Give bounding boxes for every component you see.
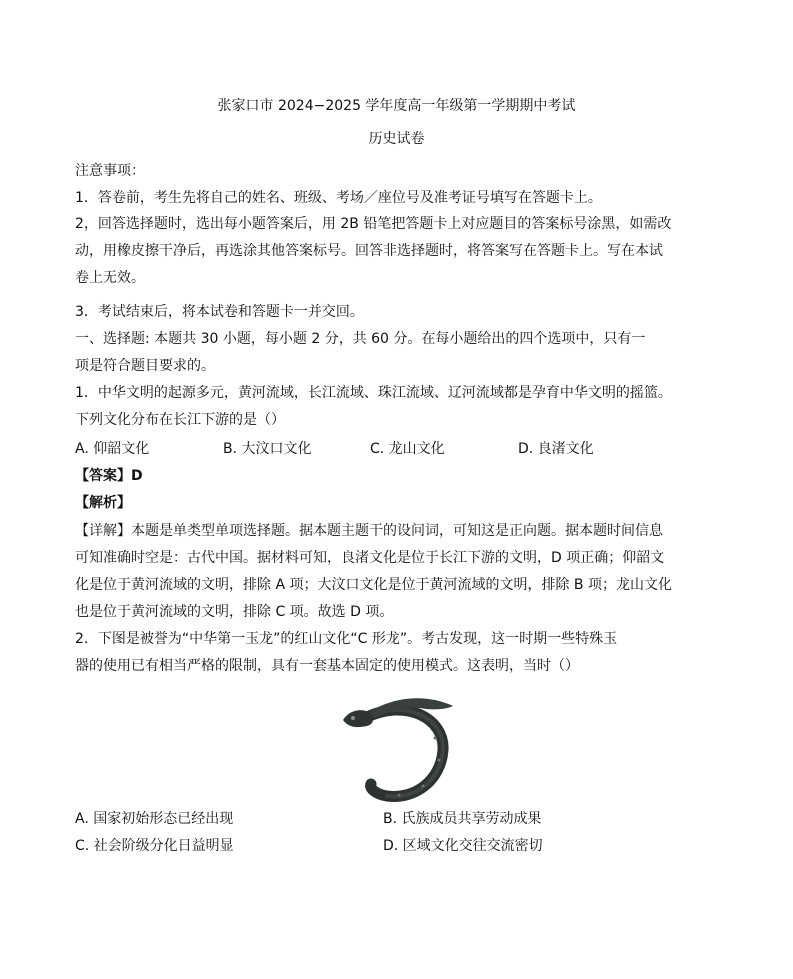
q1-detail-line-3: 化是位于黄河流域的文明，排除 A 项；大汶口文化是位于黄河流域的文明，排除 B 项；龙山文化: [75, 577, 672, 593]
q1-stem-line-1: 1．中华文明的起源多元，黄河流域，长江流域、珠江流域、辽河流域都是孕育中华文明的摇篮。: [75, 385, 672, 401]
note-item-3: 3．考试结束后，将本试卷和答题卡一并交回。: [75, 304, 364, 320]
jade-c-dragon-image: [335, 688, 465, 808]
q1-stem-line-2: 下列文化分布在长江下游的是（）: [75, 412, 285, 428]
note-item-2-line-3: 卷上无效。: [75, 270, 145, 286]
section-heading-line-1: 一、选择题: 本题共 30 小题，每小题 2 分，共 60 分。在每小题给出的四个选项中，只有一: [75, 331, 646, 347]
q2-stem-line-2: 器的使用已有相当严格的限制，具有一套基本固定的使用模式。这表明，当时（）: [75, 658, 579, 674]
q2-option-d: D. 区域文化交往交流密切: [383, 838, 543, 854]
q2-option-a: A. 国家初始形态已经出现: [75, 811, 234, 827]
page-title: 张家口市 2024−2025 学年度高一年级第一学期期中考试: [217, 98, 576, 114]
note-item-2-line-1: 2，回答选择题时，选出每小题答案后，用 2B 铅笔把答题卡上对应题目的答案标号涂黑，如需改: [75, 216, 672, 232]
q1-analysis-label: 【解析】: [75, 495, 131, 511]
section-heading-line-2: 项是符合题目要求的。: [75, 358, 215, 374]
q1-detail-line-2: 可知准确时空是：古代中国。据材料可知，良渚文化是位于长江下游的文明，D 项正确；仰韶文: [75, 550, 665, 566]
q1-detail-line-1: 【详解】本题是单类型单项选择题。据本题主题干的设问词，可知这是正向题。据本题时间信息: [75, 523, 663, 539]
page-subtitle: 历史试卷: [368, 131, 425, 147]
q1-detail-line-4: 也是位于黄河流域的文明，排除 C 项。故选 D 项。: [75, 604, 394, 620]
q2-option-b: B. 氏族成员共享劳动成果: [383, 811, 542, 827]
q2-option-c: C. 社会阶级分化日益明显: [75, 838, 234, 854]
notes-heading: 注意事项：: [75, 163, 145, 179]
q1-answer: 【答案】D: [75, 468, 143, 484]
q1-option-a: A. 仰韶文化: [75, 441, 150, 457]
q1-option-d: D. 良渚文化: [518, 441, 594, 457]
q2-stem-line-1: 2．下图是被誉为“中华第一玉龙”的红山文化“C 形龙”。考古发现，这一时期一些特殊玉: [75, 631, 618, 647]
note-item-2-line-2: 动，用橡皮擦干净后，再选涂其他答案标号。回答非选择题时，将答案写在答题卡上。写在本试: [75, 243, 663, 259]
q1-option-b: B. 大汶口文化: [223, 441, 312, 457]
q1-option-c: C. 龙山文化: [370, 441, 445, 457]
note-item-1: 1．答卷前，考生先将自己的姓名、班级、考场／座位号及准考证号填写在答题卡上。: [75, 190, 602, 206]
